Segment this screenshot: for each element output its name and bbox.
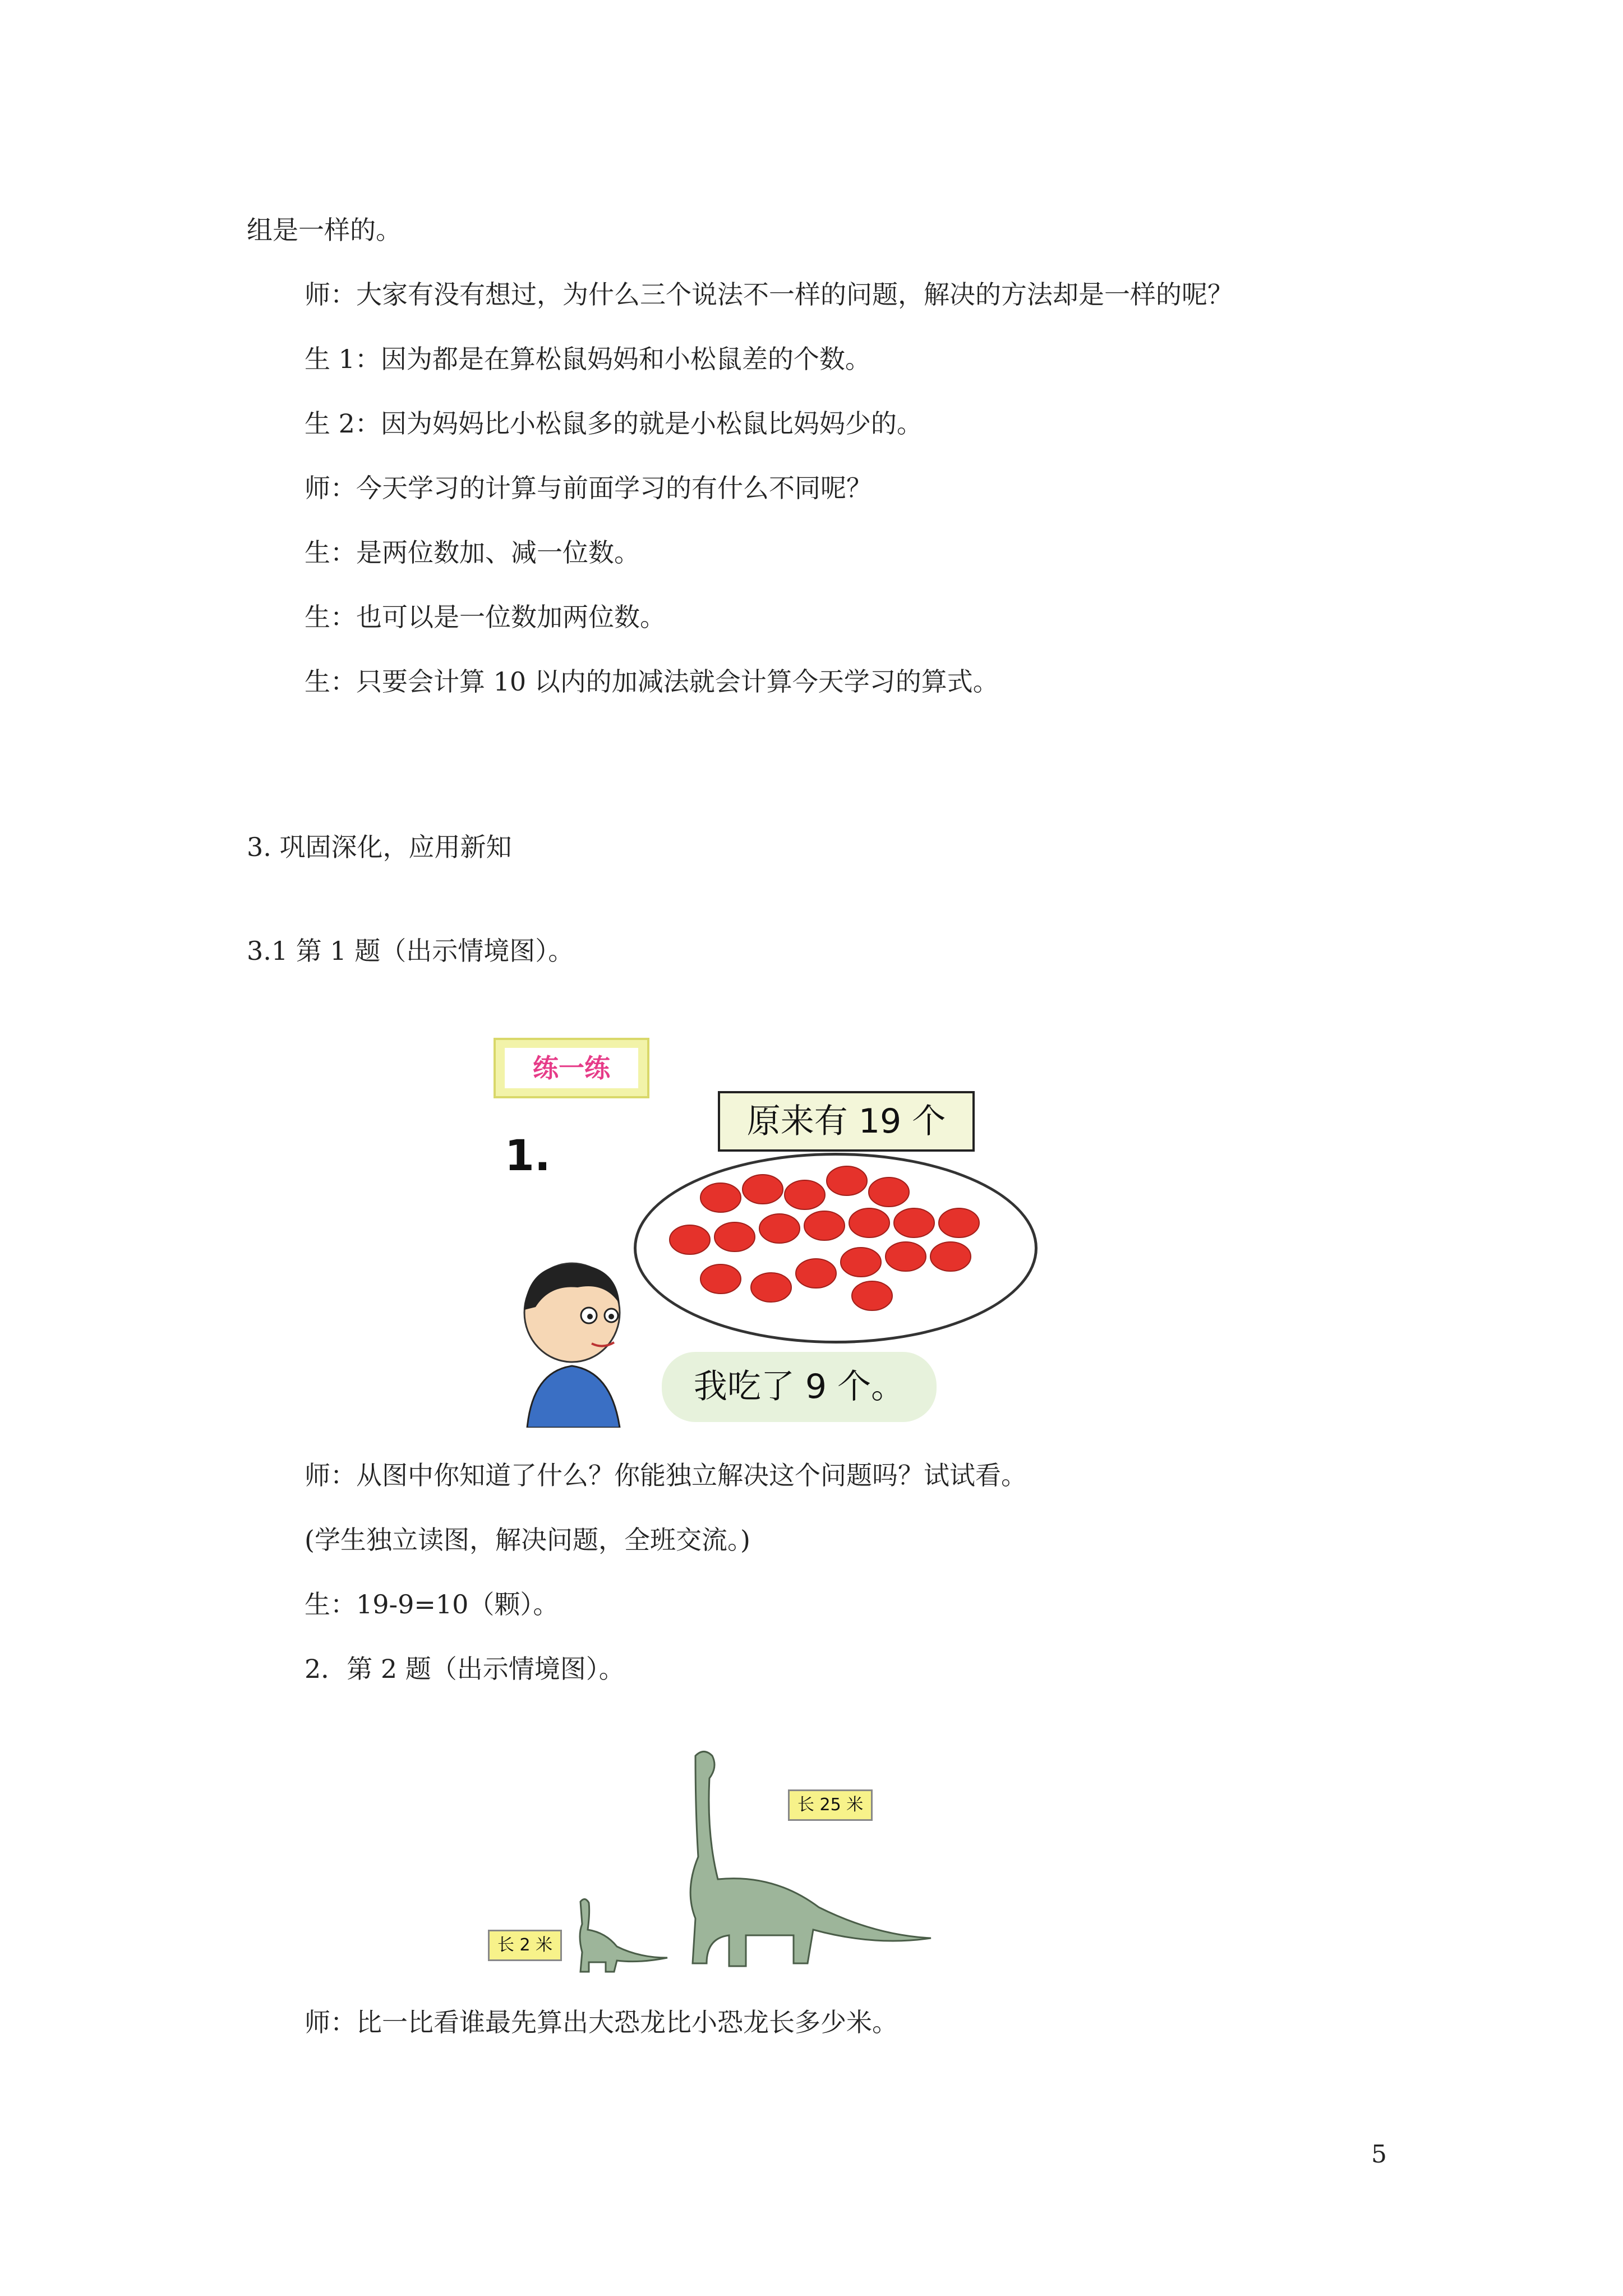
page-number: 5 [1371,2140,1387,2169]
small-dinosaur-length-label: 长 2 米 [488,1930,562,1961]
paragraph-line: (学生独立读图，解决问题，全班交流。) [305,1525,750,1555]
boy-icon [510,1259,634,1428]
speech-bubble: 我吃了 9 个。 [662,1352,937,1422]
big-dinosaur-length-label: 长 25 米 [788,1789,873,1821]
paragraph-line: 2．第 2 题（出示情境图）。 [305,1654,625,1684]
section-heading: 3. 巩固深化，应用新知 [247,832,512,862]
subsection-heading: 3.1 第 1 题（出示情境图）。 [247,936,574,966]
paragraph-line: 生 2：因为妈妈比小松鼠多的就是小松鼠比妈妈少的。 [305,408,923,439]
paragraph-line: 师：今天学习的计算与前面学习的有什么不同呢？ [305,473,872,503]
original-count-note: 原来有 19 个 [718,1091,975,1152]
paragraph-line: 师：大家有没有想过，为什么三个说法不一样的问题，解决的方法却是一样的呢？ [305,279,1233,310]
paragraph-line: 生：是两位数加、减一位数。 [305,537,640,568]
paragraph-line: 师：比一比看谁最先算出大恐龙比小恐龙长多少米。 [305,2007,898,2037]
practice-badge-label: 练一练 [505,1048,638,1088]
practice-badge [494,1038,649,1098]
strawberries-icon [637,1156,1035,1341]
strawberry-illustration [494,1038,1054,1430]
paragraph-line: 生 1：因为都是在算松鼠妈妈和小松鼠差的个数。 [305,344,871,374]
strawberry-plate [634,1153,1038,1343]
dinosaur-illustration [482,1745,953,1980]
paragraph-line: 组是一样的。 [247,215,402,245]
exercise-number: 1. [505,1130,551,1180]
paragraph-line: 生：也可以是一位数加两位数。 [305,602,666,632]
paragraph-line: 生：19-9=10（颗）。 [305,1589,559,1619]
paragraph-line: 师：从图中你知道了什么？你能独立解决这个问题吗？试试看。 [305,1460,1027,1490]
paragraph-line: 生：只要会计算 10 以内的加减法就会计算今天学习的算式。 [305,666,999,697]
